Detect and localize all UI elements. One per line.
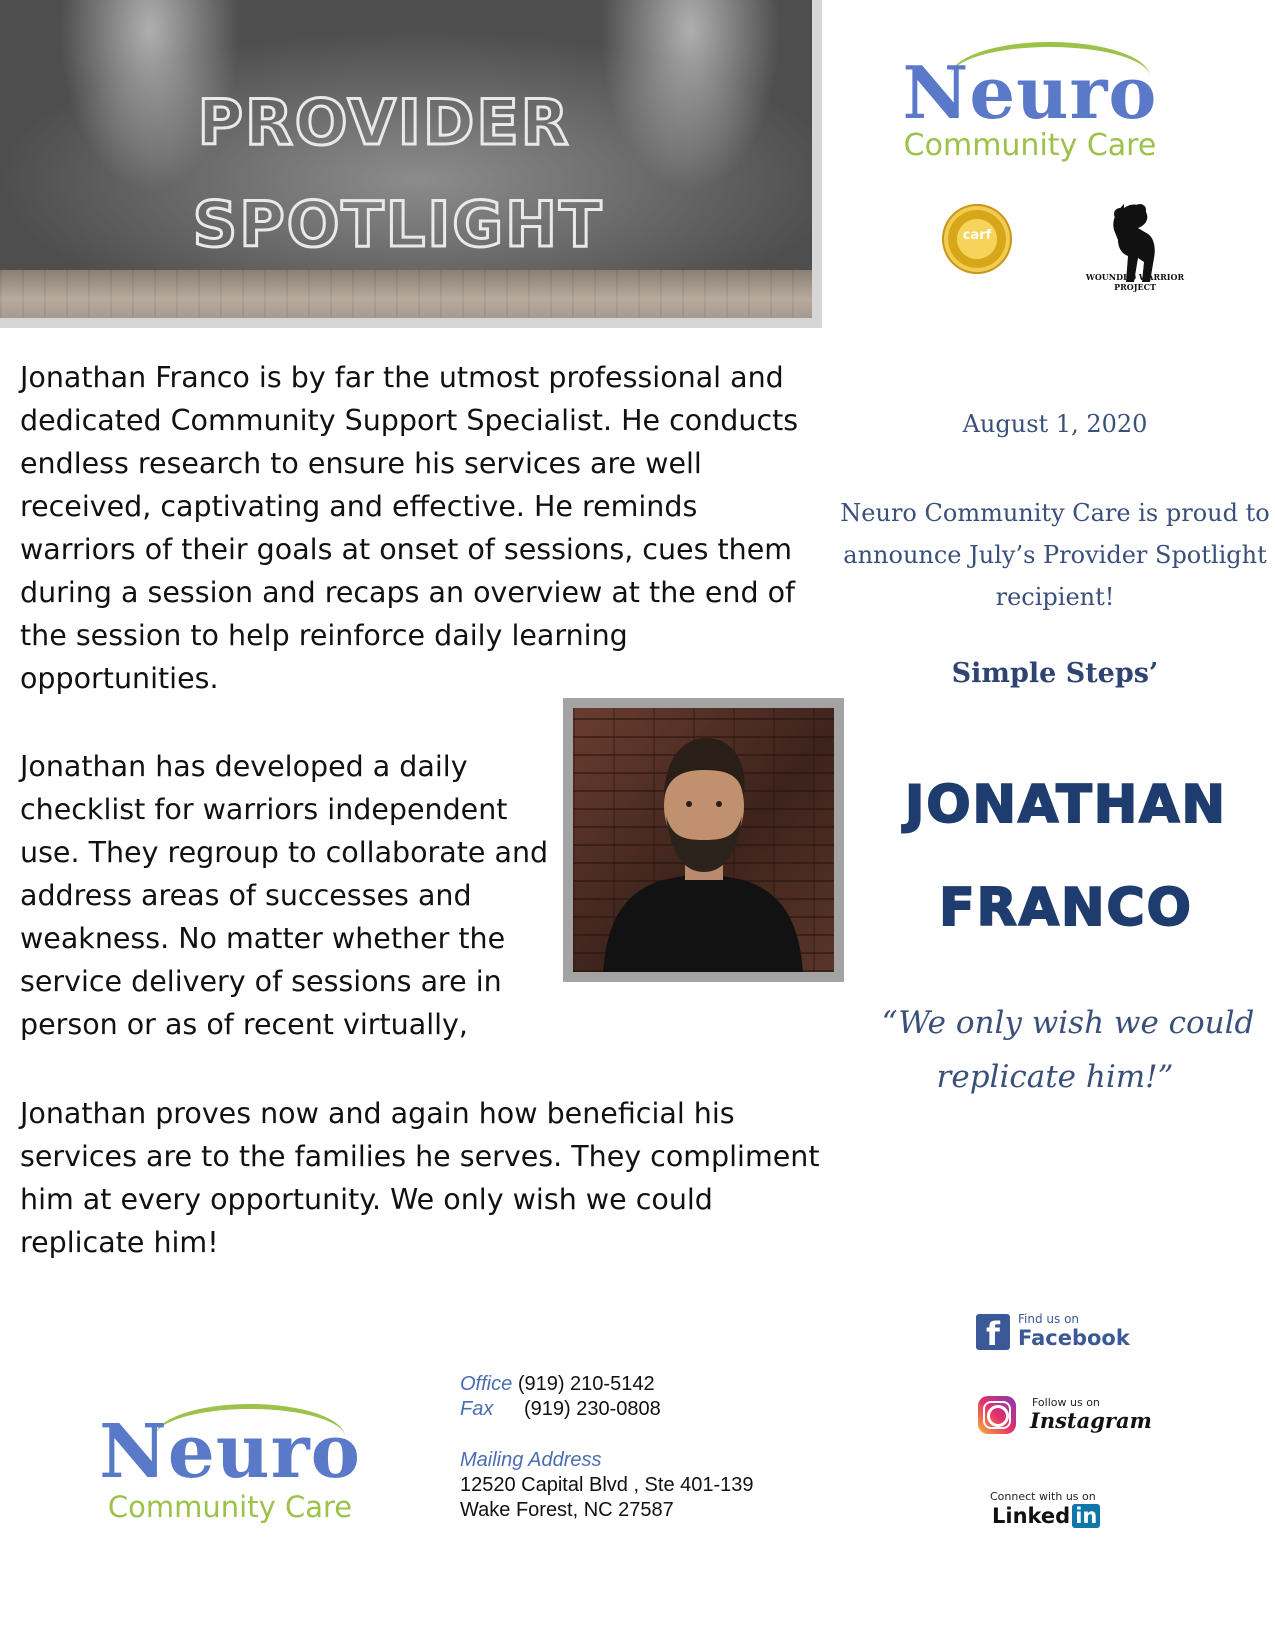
- person-silhouette-icon: [573, 708, 834, 972]
- brand-logo-bottom: [80, 1396, 380, 1526]
- carf-seal-icon: [942, 204, 1012, 274]
- banner-title-line1: PROVIDER: [197, 86, 571, 159]
- instagram-label: Instagram: [1030, 1408, 1152, 1433]
- facebook-link[interactable]: [976, 1312, 1136, 1362]
- contact-fax: [460, 1397, 760, 1422]
- logo-name-bottom: Neuro: [99, 1409, 361, 1495]
- linkedin-label: [992, 1504, 1100, 1528]
- mailing-address-label: [460, 1448, 602, 1473]
- fax-label: Fax: [460, 1398, 494, 1420]
- recipient-first-name: JONATHAN: [904, 775, 1228, 835]
- address-line-1: 12520 Capital Blvd , Ste 401-139: [460, 1474, 754, 1496]
- logo-subtitle-bottom: Community Care: [107, 1490, 353, 1524]
- facebook-icon: f: [976, 1314, 1010, 1350]
- wounded-warrior-caption: WOUNDED WARRIOR PROJECT: [1085, 272, 1185, 292]
- quote-line-2: replicate him!”: [936, 1059, 1174, 1095]
- article-paragraph-1: Jonathan Franco is by far the utmost professional and dedicated Community Support Specialist. He conducts endless research to ensure his services are well received, captivating and effective. He reminds warriors of their goals at onset of sessions, cues them during a session and recaps an overview at the end of the session to help reinforce daily learning opportunities.: [20, 361, 799, 695]
- spotlight-banner: [0, 0, 822, 328]
- quote-line-1: “We only wish we could: [881, 1005, 1255, 1041]
- office-label: Office: [460, 1373, 513, 1395]
- mailing-label-text: Mailing Address: [460, 1449, 602, 1471]
- facebook-label: Facebook: [1018, 1326, 1130, 1350]
- linkedin-caption: Connect with us on: [990, 1490, 1096, 1503]
- recipient-last-name: FRANCO: [939, 878, 1193, 938]
- provider-photo: [573, 708, 834, 972]
- instagram-link[interactable]: [978, 1396, 1152, 1444]
- stage-floor: [0, 270, 812, 318]
- program-name: Simple Steps’: [951, 658, 1159, 689]
- linkedin-icon: in: [1072, 1504, 1100, 1528]
- article-paragraph-2: Jonathan has developed a daily checklist for warriors independent use. They regroup to collaborate and address areas of successes and weakness. No matter whether the service delivery of sessions are in person or as of recent virtually,: [20, 750, 549, 1041]
- carf-seal-text: carf: [962, 228, 992, 243]
- linkedin-link[interactable]: [990, 1490, 1140, 1538]
- office-phone: (919) 210-5142: [517, 1373, 655, 1395]
- facebook-caption: Find us on: [1018, 1312, 1080, 1326]
- article-paragraph-3: Jonathan proves now and again how beneficial his services are to the families he serves. They compliment him at every opportunity. We only wish we could replicate him!: [20, 1097, 820, 1259]
- linkedin-label-text: Linked: [992, 1504, 1071, 1528]
- contact-office: [460, 1372, 655, 1397]
- fax-number: (919) 230-0808: [524, 1398, 661, 1420]
- instagram-icon: [978, 1396, 1016, 1434]
- logo-name: Neuro: [902, 50, 1158, 135]
- brand-logo-top: [880, 36, 1180, 166]
- provider-photo-frame: [563, 698, 844, 982]
- banner-title-line2: SPOTLIGHT: [192, 188, 604, 261]
- instagram-caption: Follow us on: [1032, 1396, 1100, 1409]
- address-line-2: Wake Forest, NC 27587: [460, 1499, 674, 1521]
- logo-subtitle: Community Care: [903, 128, 1157, 163]
- announcement-text: Neuro Community Care is proud to announce July’s Provider Spotlight recipient!: [840, 499, 1270, 611]
- announcement-date: August 1, 2020: [962, 410, 1148, 438]
- stage-image: [0, 0, 812, 318]
